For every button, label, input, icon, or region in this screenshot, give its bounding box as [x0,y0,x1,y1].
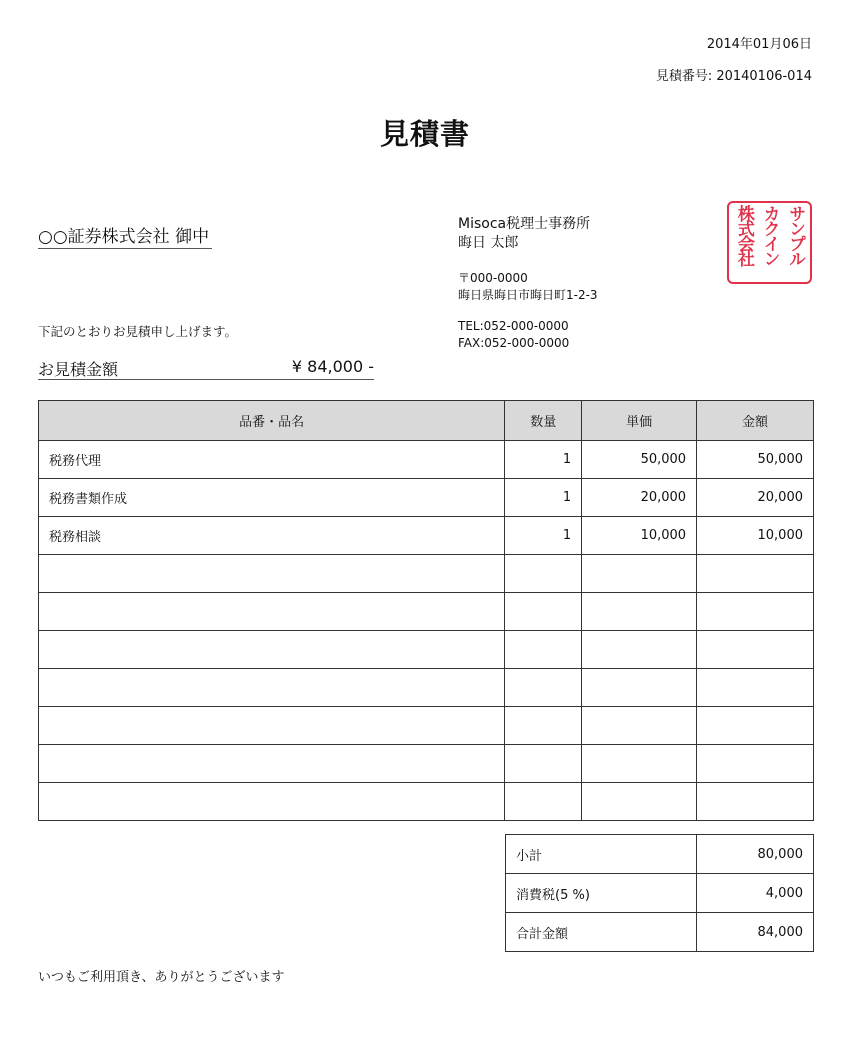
item-unit-price [582,555,697,593]
item-qty [505,631,582,669]
item-amount: 10,000 [697,517,814,555]
line-items-table [38,400,814,821]
intro-text: 下記のとおりお見積申し上げます。 [38,324,238,339]
item-amount: 50,000 [697,441,814,479]
item-unit-price [582,745,697,783]
item-qty [505,669,582,707]
item-amount [697,631,814,669]
issuer-office: Misoca税理士事務所 [458,216,591,232]
subtotal-label: 小計 [506,835,697,874]
issuer-fax: FAX:052-000-0000 [458,336,570,350]
item-unit-price [582,707,697,745]
column-header-item: 品番・品名 [39,401,505,441]
document-title: 見積書 [379,117,470,151]
stamp-column: 株式会社 [733,205,754,265]
item-name [39,745,505,783]
estimate-number: 見積番号: 20140106-014 [655,69,812,84]
subtotal-row [506,835,814,874]
table-row [39,517,814,555]
item-amount [697,669,814,707]
item-name [39,783,505,821]
table-row [39,631,814,669]
table-row [39,783,814,821]
summary-table [505,834,814,952]
item-qty: 1 [505,517,582,555]
item-qty [505,707,582,745]
stamp-column: サンプル [785,205,806,265]
company-seal-stamp [727,201,812,284]
item-unit-price: 20,000 [582,479,697,517]
subtotal-value: 80,000 [697,835,814,874]
item-name: 税務相談 [39,517,505,555]
tax-label: 消費税(5 %) [506,874,697,913]
estimate-amount-label: お見積金額 [38,360,119,379]
issuer-address-block [458,270,598,304]
item-name: 税務代理 [39,441,505,479]
estimate-amount [38,357,374,380]
item-unit-price [582,593,697,631]
item-amount: 20,000 [697,479,814,517]
item-name [39,631,505,669]
tax-value: 4,000 [697,874,814,913]
table-row [39,669,814,707]
item-unit-price: 50,000 [582,441,697,479]
item-unit-price [582,631,697,669]
table-row [39,593,814,631]
issuer-postal: 〒000-0000 [458,271,528,285]
column-header-unit-price: 単価 [582,401,697,441]
item-amount [697,593,814,631]
item-qty [505,745,582,783]
item-unit-price [582,783,697,821]
total-value: 84,000 [697,913,814,952]
item-amount [697,745,814,783]
issuer-address: 晦日県晦日市晦日町1-2-3 [458,288,598,302]
item-amount [697,783,814,821]
table-header-row [39,401,814,441]
column-header-qty: 数量 [505,401,582,441]
item-unit-price [582,669,697,707]
item-qty [505,593,582,631]
column-header-amount: 金額 [697,401,814,441]
total-label: 合計金額 [506,913,697,952]
item-amount [697,555,814,593]
closing-message: いつもご利用頂き、ありがとうございます [38,970,285,985]
item-qty [505,783,582,821]
table-row [39,707,814,745]
table-row [39,745,814,783]
issue-date: 2014年01月06日 [706,37,812,52]
item-name: 税務書類作成 [39,479,505,517]
client-name: ○○証券株式会社 御中 [38,222,212,249]
issuer-block [458,215,590,253]
item-name [39,593,505,631]
issuer-contact-block [458,318,569,352]
item-qty [505,555,582,593]
item-qty: 1 [505,441,582,479]
item-name [39,707,505,745]
item-qty: 1 [505,479,582,517]
issuer-person: 晦日 太郎 [458,235,519,251]
issuer-tel: TEL:052-000-0000 [458,319,569,333]
item-amount [697,707,814,745]
item-unit-price: 10,000 [582,517,697,555]
table-row [39,441,814,479]
total-row [506,913,814,952]
table-row [39,479,814,517]
item-name [39,555,505,593]
estimate-amount-value: ¥ 84,000 - [291,357,374,376]
item-name [39,669,505,707]
tax-row [506,874,814,913]
stamp-column: カクイン [759,205,780,265]
table-row [39,555,814,593]
